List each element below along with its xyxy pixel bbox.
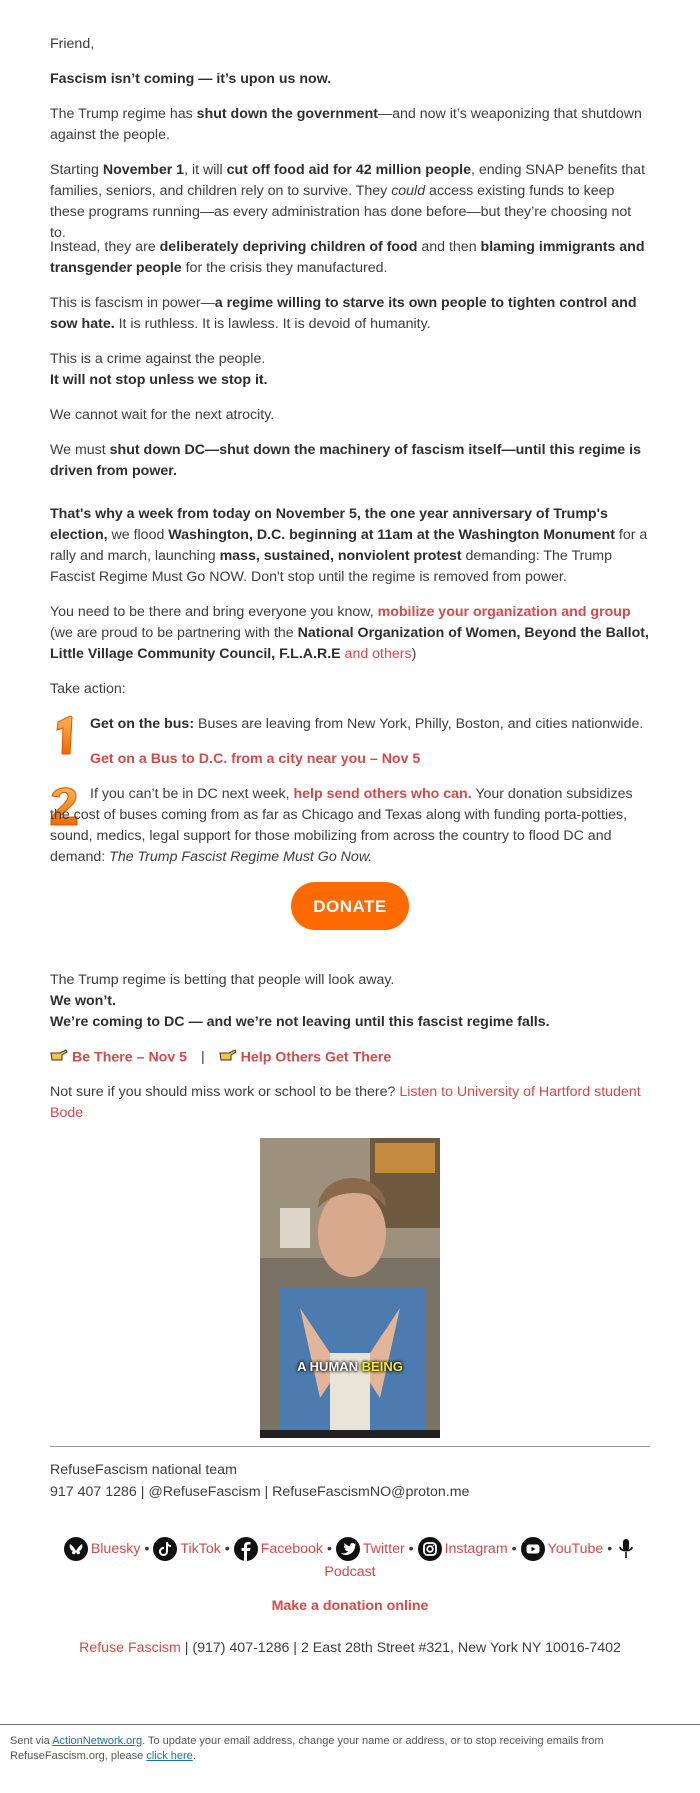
unsubscribe-link[interactable]: click here: [146, 1750, 193, 1762]
take-action-label: Take action:: [50, 681, 126, 697]
headline: Fascism isn’t coming — it’s upon us now.: [50, 71, 332, 87]
social-link-youtube[interactable]: YouTube: [547, 1540, 604, 1557]
social-link-instagram[interactable]: Instagram: [444, 1540, 508, 1557]
social-link-facebook[interactable]: Facebook: [260, 1540, 324, 1557]
pointing-hand-icon: [219, 1047, 237, 1068]
step-one-text: Get on the bus: Buses are leaving from New York, Philly, Boston, and cities nationwide.: [90, 716, 644, 732]
greeting: Friend,: [50, 36, 95, 52]
signature-team: RefuseFascism national team: [50, 1462, 237, 1478]
instagram-icon: [418, 1537, 442, 1561]
paragraph-cannot-wait: We cannot wait for the next atrocity.: [50, 407, 275, 423]
help-send-link[interactable]: help send others who can.: [293, 786, 472, 802]
microphone-icon: [616, 1537, 636, 1561]
donate-online-row: [50, 1596, 650, 1617]
others-link[interactable]: and others: [340, 646, 412, 662]
bluesky-icon: [64, 1537, 88, 1561]
paragraph-mobilize: You need to be there and bring everyone you know, mobilize your organization and group (we are proud to be partnering with the National Organization of Women, Beyond the Ballot, Little Village Community Council, F.L.A.R.E and others): [50, 604, 649, 662]
footer-text: Sent via ActionNetwork.org. To update your email address, change your name or address, or to stop receiving emails from RefuseFascism.org, please click here.: [10, 1735, 604, 1762]
links-separator: |: [201, 1049, 205, 1066]
address-line: Refuse Fascism | (917) 407-1286 | 2 East 28th Street #321, New York NY 10016-7402: [79, 1640, 621, 1656]
tiktok-icon: [153, 1537, 177, 1561]
mobilize-link[interactable]: mobilize your organization and group: [377, 604, 631, 620]
social-link-twitter[interactable]: Twitter: [362, 1540, 405, 1557]
action-links-row: [50, 1047, 650, 1068]
social-sep: •: [326, 1540, 332, 1557]
bus-signup-link[interactable]: Get on a Bus to D.C. from a city near you – Nov 5: [90, 751, 421, 767]
paragraph-closing: The Trump regime is betting that people will look away. We won’t. We’re coming to DC — and we’re not leaving until this fascist regime falls.: [50, 972, 550, 1030]
paragraph-snap: Starting November 1, it will cut off food aid for 42 million people, ending SNAP benefits that families, seniors, and children rely on to survive. They could access existing funds to keep these programs running—as every administration has done before—but they’re choosing not to.: [50, 162, 646, 241]
social-sep: •: [511, 1540, 517, 1557]
paragraph-november-5: That's why a week from today on November 5, the one year anniversary of Trump's election, we flood Washington, D.C. beginning at 11am at the Washington Monument for a rally and march, launching mass, sustained, nonviolent protest demanding: The Trump Fascist Regime Must Go NOW. Don't stop until the regime is removed from power.: [50, 506, 648, 585]
social-sep: •: [408, 1540, 414, 1557]
social-link-tiktok[interactable]: TikTok: [180, 1540, 221, 1557]
footer-divider: [0, 1724, 700, 1725]
listen-bode-link[interactable]: Listen to University of Hartford student Bode: [50, 1084, 641, 1121]
youtube-icon: [521, 1537, 545, 1561]
social-sep: •: [607, 1540, 613, 1557]
signature-contact: 917 407 1286 | @RefuseFascism | RefuseFascismNO@proton.me: [50, 1484, 470, 1500]
paragraph-work-school: Not sure if you should miss work or school to be there? Listen to University of Hartford student Bode: [50, 1084, 641, 1121]
step-two-text: If you can’t be in DC next week, help send others who can. Your donation subsidizes the cost of buses coming from as far as Chicago and Texas along with funding porta-potties, sound, medics, legal support for those mobilizing from across the country to flood DC and demand: The Trump Fascist Regime Must Go Now.: [50, 786, 633, 865]
paragraph-shutdown: The Trump regime has shut down the government—and now it’s weaponizing that shutdown against the people.: [50, 106, 642, 143]
paragraph-fascism-in-power: This is fascism in power—a regime willing to starve its own people to tighten control and sow hate. It is ruthless. It is lawless. It is devoid of humanity.: [50, 295, 637, 332]
social-link-bluesky[interactable]: Bluesky: [90, 1540, 141, 1557]
divider: [50, 1446, 650, 1447]
be-there-link[interactable]: Be There – Nov 5: [71, 1049, 188, 1066]
step-one-link-row: [90, 749, 650, 770]
video-thumbnail[interactable]: [260, 1138, 440, 1438]
donate-online-link[interactable]: Make a donation online: [271, 1598, 429, 1614]
social-link-podcast[interactable]: Podcast: [324, 1564, 376, 1580]
help-others-link[interactable]: Help Others Get There: [240, 1049, 392, 1066]
actionnetwork-link[interactable]: ActionNetwork.org: [52, 1735, 143, 1747]
number-one-icon: [48, 714, 82, 758]
donate-button[interactable]: DONATE: [291, 882, 409, 930]
twitter-icon: [336, 1537, 360, 1561]
social-sep: •: [224, 1540, 230, 1557]
video-caption: A HUMAN BEING: [297, 1359, 403, 1374]
paragraph-shut-down-dc: We must shut down DC—shut down the machinery of fascism itself—until this regime is driven from power.: [50, 442, 641, 479]
refuse-fascism-link[interactable]: Refuse Fascism: [79, 1640, 181, 1656]
pointing-hand-icon: [50, 1047, 68, 1068]
paragraph-depriving: Instead, they are deliberately depriving children of food and then blaming immigrants and transgender people for the crisis they manufactured.: [50, 239, 645, 276]
video-frame-image: [260, 1138, 440, 1438]
paragraph-crime: This is a crime against the people. It will not stop unless we stop it.: [50, 351, 268, 388]
facebook-icon: [234, 1537, 258, 1561]
social-sep: •: [144, 1540, 150, 1557]
social-links: [50, 1537, 650, 1584]
